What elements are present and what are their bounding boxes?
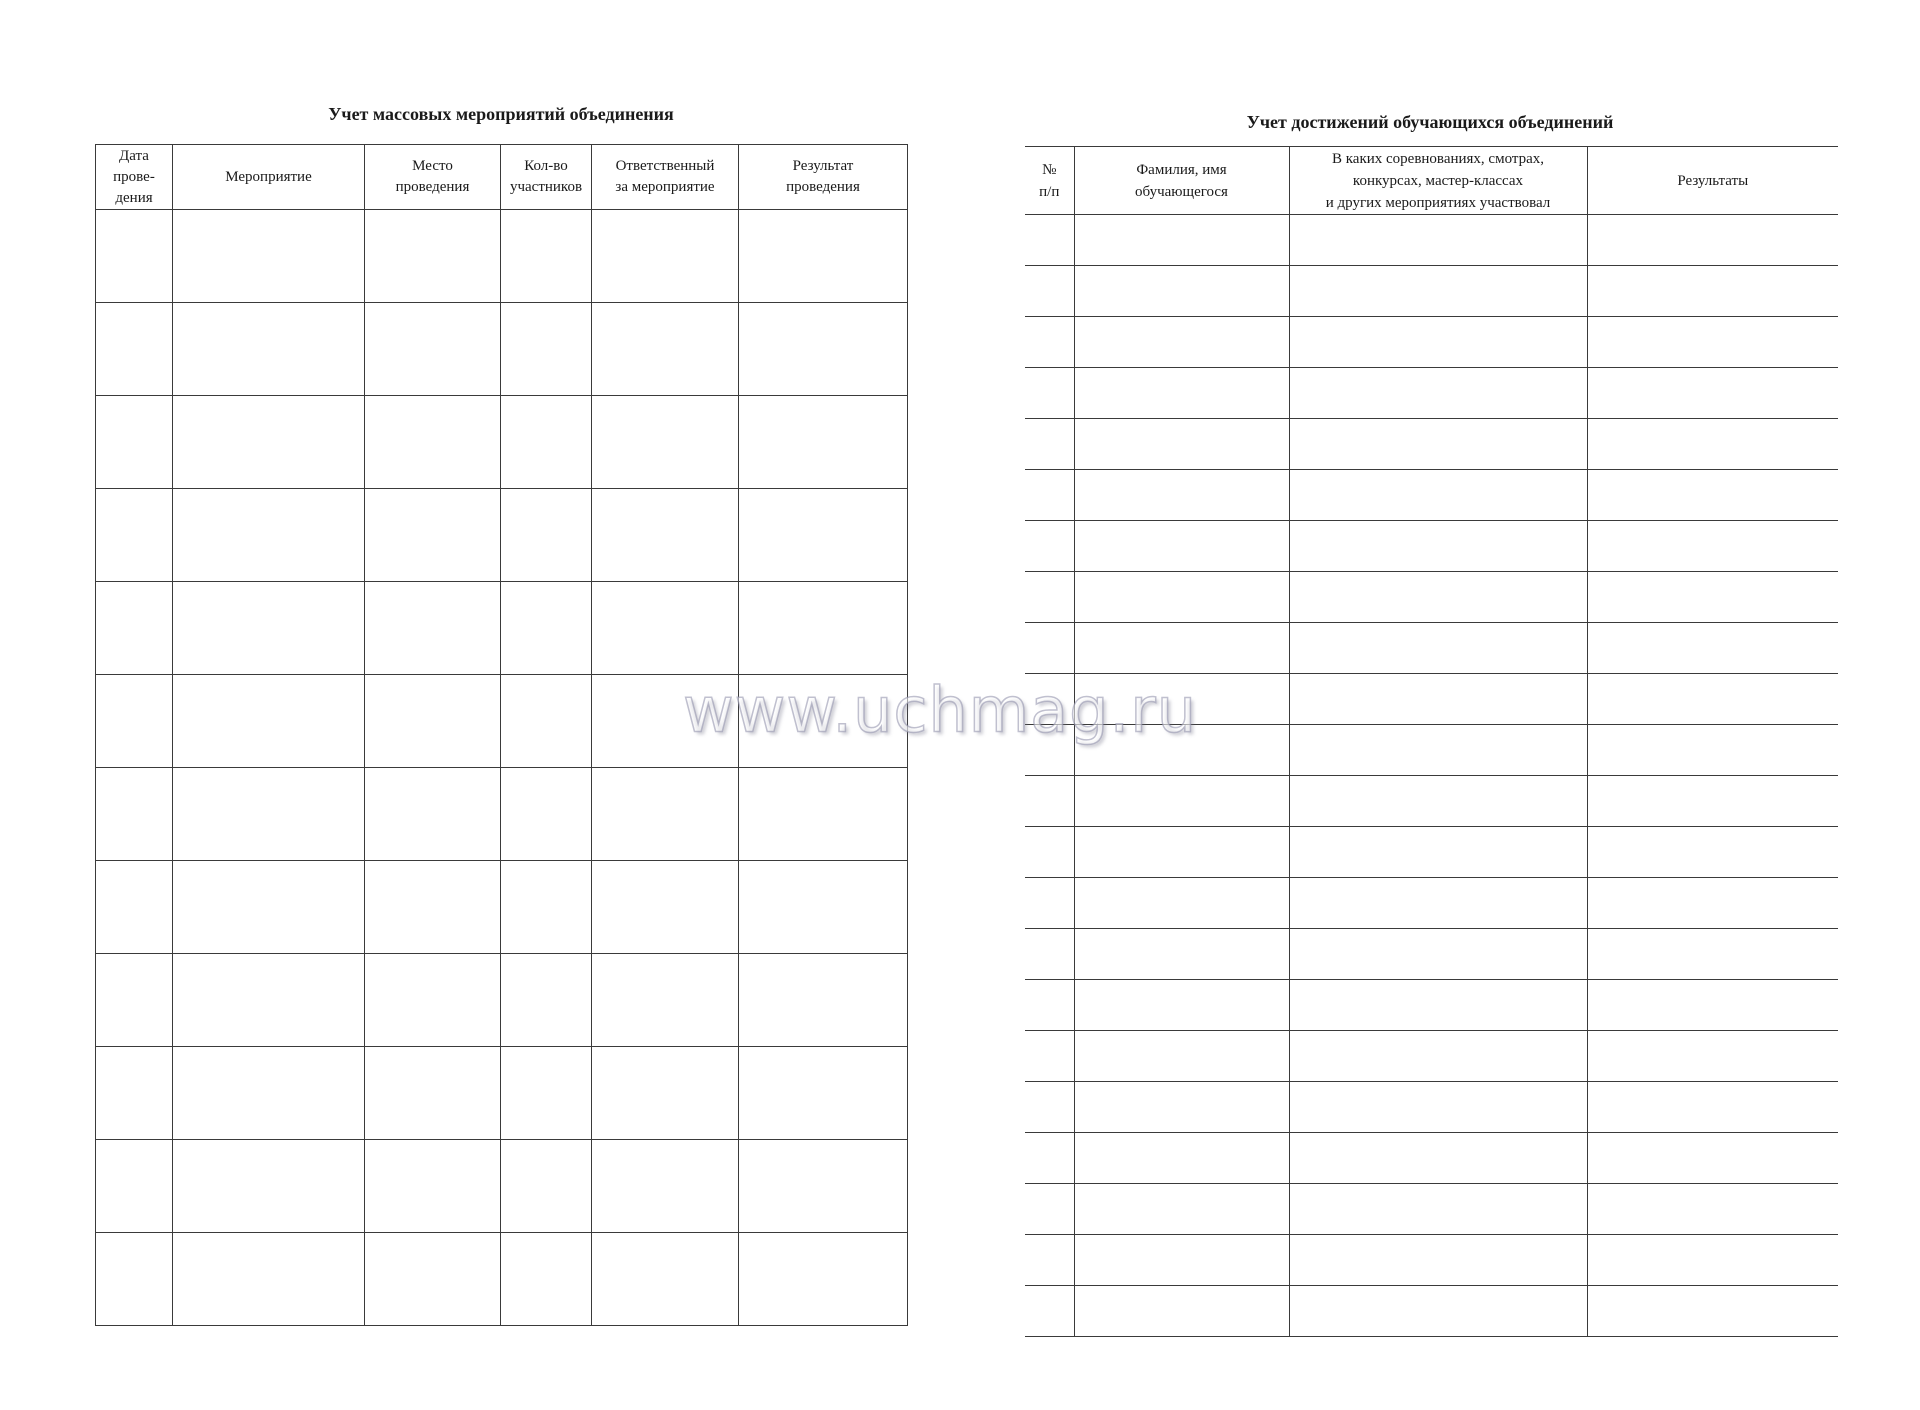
- table-cell: [1587, 1133, 1838, 1184]
- achievements-table-row: [1025, 1184, 1838, 1235]
- events-table-body: [96, 210, 908, 1326]
- events-table-row: [96, 1233, 908, 1326]
- table-cell: [1289, 215, 1587, 266]
- table-cell: [365, 1233, 501, 1326]
- achievements-table-body: [1025, 215, 1838, 1337]
- table-cell: [1025, 674, 1074, 725]
- table-cell: [1587, 215, 1838, 266]
- achievements-table-header-row: [1025, 147, 1838, 215]
- table-cell: [96, 489, 173, 582]
- table-cell: [1074, 215, 1289, 266]
- achievements-table-row: [1025, 215, 1838, 266]
- table-cell: [173, 954, 365, 1047]
- header-competitions: В каких соревнованиях, смотрах, конкурсах, мастер-классах и других мероприятиях участвовал: [1289, 147, 1587, 215]
- table-cell: [739, 396, 908, 489]
- achievements-table-row: [1025, 725, 1838, 776]
- table-cell: [1587, 1286, 1838, 1337]
- table-cell: [1289, 368, 1587, 419]
- table-cell: [501, 1047, 592, 1140]
- header-results: Результаты: [1587, 147, 1838, 215]
- achievements-table-row: [1025, 368, 1838, 419]
- table-cell: [1587, 419, 1838, 470]
- table-cell: [739, 489, 908, 582]
- table-cell: [365, 768, 501, 861]
- table-cell: [96, 1233, 173, 1326]
- table-cell: [501, 489, 592, 582]
- table-cell: [1025, 521, 1074, 572]
- table-cell: [96, 768, 173, 861]
- table-cell: [1289, 572, 1587, 623]
- table-cell: [1025, 266, 1074, 317]
- events-table-row: [96, 1047, 908, 1140]
- table-cell: [173, 303, 365, 396]
- table-cell: [96, 954, 173, 1047]
- table-cell: [739, 582, 908, 675]
- table-cell: [1587, 980, 1838, 1031]
- table-cell: [365, 489, 501, 582]
- header-venue: Место проведения: [365, 145, 501, 210]
- table-cell: [96, 1140, 173, 1233]
- events-table-row: [96, 675, 908, 768]
- events-table-header-row: [96, 145, 908, 210]
- table-cell: [1587, 470, 1838, 521]
- table-cell: [592, 675, 739, 768]
- achievements-table-row: [1025, 1082, 1838, 1133]
- table-cell: [365, 675, 501, 768]
- right-page-title: Учет достижений обучающихся объединений: [1246, 112, 1614, 132]
- achievements-table-row: [1025, 776, 1838, 827]
- table-cell: [1289, 266, 1587, 317]
- table-cell: [1587, 725, 1838, 776]
- table-cell: [365, 396, 501, 489]
- table-cell: [1074, 623, 1289, 674]
- table-cell: [1074, 878, 1289, 929]
- table-cell: [1025, 1184, 1074, 1235]
- table-cell: [173, 1047, 365, 1140]
- table-cell: [1289, 470, 1587, 521]
- table-cell: [739, 768, 908, 861]
- table-cell: [501, 303, 592, 396]
- table-cell: [1289, 776, 1587, 827]
- table-cell: [1074, 1184, 1289, 1235]
- header-student-name: Фамилия, имя обучающегося: [1074, 147, 1289, 215]
- table-cell: [365, 861, 501, 954]
- table-cell: [365, 210, 501, 303]
- table-cell: [1074, 266, 1289, 317]
- table-cell: [1289, 929, 1587, 980]
- table-cell: [1025, 980, 1074, 1031]
- table-cell: [739, 1233, 908, 1326]
- table-cell: [739, 861, 908, 954]
- table-cell: [1025, 827, 1074, 878]
- table-cell: [1074, 368, 1289, 419]
- table-cell: [1289, 1184, 1587, 1235]
- table-cell: [1074, 521, 1289, 572]
- table-cell: [739, 210, 908, 303]
- achievements-table: [1025, 146, 1838, 1337]
- table-cell: [1074, 1133, 1289, 1184]
- table-cell: [1025, 470, 1074, 521]
- events-table-row: [96, 861, 908, 954]
- table-cell: [1074, 419, 1289, 470]
- table-cell: [1025, 1133, 1074, 1184]
- left-page-title: Учет массовых мероприятий объединения: [328, 104, 674, 124]
- events-table-row: [96, 303, 908, 396]
- table-cell: [365, 1140, 501, 1233]
- table-cell: [1025, 1082, 1074, 1133]
- table-cell: [1587, 368, 1838, 419]
- table-cell: [739, 1140, 908, 1233]
- header-responsible: Ответственный за мероприятие: [592, 145, 739, 210]
- table-cell: [1587, 521, 1838, 572]
- table-cell: [592, 489, 739, 582]
- table-cell: [1289, 1031, 1587, 1082]
- table-cell: [1289, 725, 1587, 776]
- table-cell: [1074, 1235, 1289, 1286]
- table-cell: [501, 768, 592, 861]
- table-cell: [592, 582, 739, 675]
- table-cell: [1587, 1082, 1838, 1133]
- achievements-table-row: [1025, 1133, 1838, 1184]
- table-cell: [1289, 521, 1587, 572]
- table-cell: [501, 582, 592, 675]
- header-participants-count: Кол-во участников: [501, 145, 592, 210]
- table-cell: [96, 210, 173, 303]
- events-table-row: [96, 954, 908, 1047]
- table-cell: [173, 1140, 365, 1233]
- table-cell: [501, 675, 592, 768]
- table-cell: [1587, 1031, 1838, 1082]
- table-cell: [1025, 1286, 1074, 1337]
- table-cell: [1025, 623, 1074, 674]
- table-cell: [1289, 980, 1587, 1031]
- table-cell: [1074, 776, 1289, 827]
- table-cell: [1025, 419, 1074, 470]
- table-cell: [501, 396, 592, 489]
- events-table-row: [96, 210, 908, 303]
- table-cell: [1289, 317, 1587, 368]
- table-cell: [173, 861, 365, 954]
- table-cell: [592, 954, 739, 1047]
- table-cell: [1074, 674, 1289, 725]
- table-cell: [1587, 572, 1838, 623]
- table-cell: [1025, 725, 1074, 776]
- table-cell: [739, 675, 908, 768]
- table-cell: [592, 1047, 739, 1140]
- table-cell: [739, 303, 908, 396]
- table-cell: [739, 1047, 908, 1140]
- table-cell: [1025, 317, 1074, 368]
- table-cell: [1587, 674, 1838, 725]
- header-event: Мероприятие: [173, 145, 365, 210]
- achievements-table-row: [1025, 1235, 1838, 1286]
- achievements-table-row: [1025, 470, 1838, 521]
- table-cell: [1587, 1184, 1838, 1235]
- table-cell: [1587, 266, 1838, 317]
- events-table-row: [96, 768, 908, 861]
- table-cell: [501, 210, 592, 303]
- table-cell: [1587, 1235, 1838, 1286]
- events-table-row: [96, 489, 908, 582]
- achievements-table-row: [1025, 419, 1838, 470]
- table-cell: [592, 768, 739, 861]
- table-cell: [1289, 1082, 1587, 1133]
- header-date: Дата прове- дения: [96, 145, 173, 210]
- table-cell: [96, 861, 173, 954]
- table-cell: [1074, 980, 1289, 1031]
- table-cell: [173, 210, 365, 303]
- header-result: Результат проведения: [739, 145, 908, 210]
- table-cell: [96, 1047, 173, 1140]
- achievements-table-row: [1025, 980, 1838, 1031]
- table-cell: [1025, 215, 1074, 266]
- achievements-table-row: [1025, 1031, 1838, 1082]
- table-cell: [1587, 623, 1838, 674]
- achievements-table-row: [1025, 929, 1838, 980]
- table-cell: [1025, 1031, 1074, 1082]
- table-cell: [1074, 725, 1289, 776]
- table-cell: [1074, 1286, 1289, 1337]
- achievements-table-row: [1025, 623, 1838, 674]
- table-cell: [1587, 878, 1838, 929]
- table-cell: [365, 954, 501, 1047]
- table-cell: [365, 1047, 501, 1140]
- table-cell: [1587, 827, 1838, 878]
- table-cell: [592, 1233, 739, 1326]
- achievements-table-row: [1025, 266, 1838, 317]
- table-cell: [173, 768, 365, 861]
- achievements-table-row: [1025, 674, 1838, 725]
- table-cell: [592, 303, 739, 396]
- achievements-table-row: [1025, 827, 1838, 878]
- watermark: www.uchmag.ru: [682, 673, 1198, 747]
- table-cell: [501, 954, 592, 1047]
- table-cell: [1587, 929, 1838, 980]
- table-cell: [1289, 419, 1587, 470]
- table-cell: [1074, 1082, 1289, 1133]
- table-cell: [1025, 878, 1074, 929]
- achievements-table-row: [1025, 572, 1838, 623]
- table-cell: [592, 861, 739, 954]
- table-cell: [1289, 674, 1587, 725]
- table-cell: [1025, 776, 1074, 827]
- table-cell: [1289, 1286, 1587, 1337]
- table-cell: [173, 396, 365, 489]
- table-cell: [1074, 929, 1289, 980]
- table-cell: [96, 675, 173, 768]
- table-cell: [173, 675, 365, 768]
- table-cell: [1289, 623, 1587, 674]
- table-cell: [592, 210, 739, 303]
- achievements-table-row: [1025, 878, 1838, 929]
- table-cell: [1074, 317, 1289, 368]
- table-cell: [96, 303, 173, 396]
- events-table: [95, 144, 908, 1326]
- table-cell: [96, 396, 173, 489]
- table-cell: [1289, 878, 1587, 929]
- table-cell: [173, 1233, 365, 1326]
- table-cell: [739, 954, 908, 1047]
- table-cell: [1074, 572, 1289, 623]
- achievements-table-row: [1025, 317, 1838, 368]
- table-cell: [365, 303, 501, 396]
- table-cell: [1074, 470, 1289, 521]
- table-cell: [1025, 572, 1074, 623]
- table-cell: [1025, 929, 1074, 980]
- table-cell: [592, 1140, 739, 1233]
- header-number: № п/п: [1025, 147, 1074, 215]
- table-cell: [1025, 1235, 1074, 1286]
- table-cell: [1025, 368, 1074, 419]
- table-cell: [1587, 776, 1838, 827]
- table-cell: [501, 1233, 592, 1326]
- table-cell: [173, 582, 365, 675]
- events-table-row: [96, 396, 908, 489]
- table-cell: [173, 489, 365, 582]
- table-cell: [1289, 827, 1587, 878]
- table-cell: [501, 861, 592, 954]
- table-cell: [1074, 1031, 1289, 1082]
- table-cell: [1289, 1133, 1587, 1184]
- table-cell: [1074, 827, 1289, 878]
- events-table-row: [96, 1140, 908, 1233]
- table-cell: [592, 396, 739, 489]
- table-cell: [1587, 317, 1838, 368]
- table-cell: [1289, 1235, 1587, 1286]
- table-cell: [365, 582, 501, 675]
- table-cell: [96, 582, 173, 675]
- events-table-row: [96, 582, 908, 675]
- achievements-table-row: [1025, 521, 1838, 572]
- achievements-table-row: [1025, 1286, 1838, 1337]
- table-cell: [501, 1140, 592, 1233]
